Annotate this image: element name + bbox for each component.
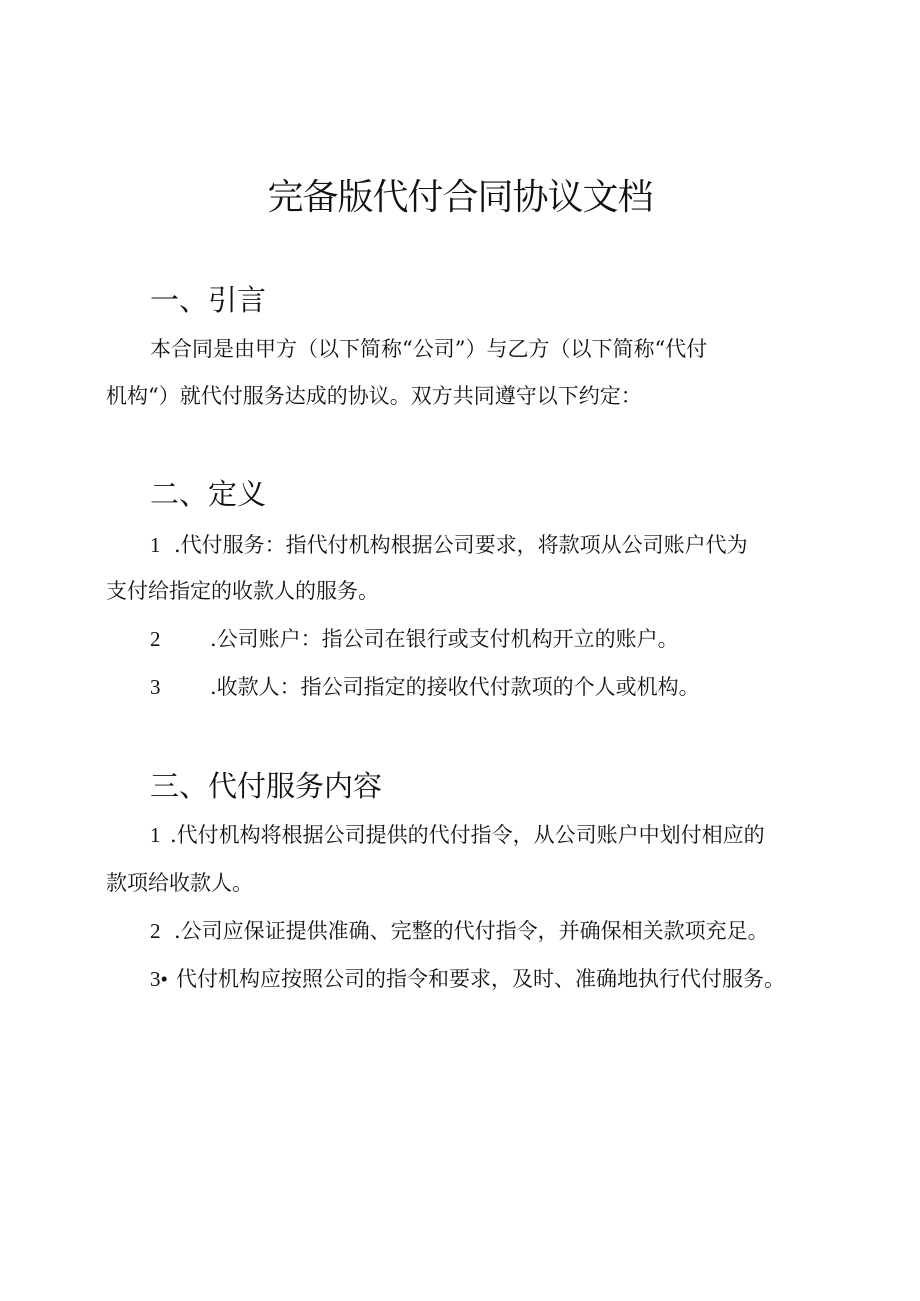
- definition-item-2-text: .公司账户：指公司在银行或支付机构开立的账户。: [210, 627, 679, 651]
- content-item-1: [150, 820, 765, 850]
- definition-item-1-continuation: 支付给指定的收款人的服务。: [106, 579, 379, 603]
- list-number: 2: [150, 919, 161, 943]
- document-title: 完备版代付合同协议文档: [267, 177, 653, 218]
- intro-paragraph-line-2: 机构“）就代付服务达成的协议。双方共同遵守以下约定：: [106, 384, 642, 408]
- definition-item-3: [150, 672, 700, 702]
- definition-item-3-text: .收款人：指公司指定的接收代付款项的个人或机构。: [210, 675, 700, 699]
- content-item-3: [150, 964, 785, 994]
- intro-paragraph-line-1: 本合同是由甲方（以下简称“公司”）与乙方（以下简称“代付: [150, 337, 708, 361]
- content-item-1-continuation: 款项给收款人。: [106, 871, 253, 895]
- section-heading-definitions: 二、定义: [150, 477, 267, 511]
- content-item-2: [150, 916, 769, 946]
- section-heading-intro: 一、引言: [150, 283, 267, 317]
- list-number: 3•: [150, 967, 168, 991]
- definition-item-1-text: .代付服务：指代付机构根据公司要求，将款项从公司账户代为: [174, 533, 748, 557]
- list-number: 3: [150, 675, 161, 699]
- list-number: 1: [150, 533, 161, 557]
- section-heading-content: 三、代付服务内容: [150, 769, 383, 803]
- content-item-2-text: .公司应保证提供准确、完整的代付指令，并确保相关款项充足。: [174, 919, 769, 943]
- content-item-1-text: .代付机构将根据公司提供的代付指令，从公司账户中划付相应的: [170, 823, 765, 847]
- content-item-3-text: 代付机构应按照公司的指令和要求，及时、准确地执行代付服务。: [176, 967, 785, 991]
- list-number: 1: [150, 823, 161, 847]
- definition-item-2: [150, 624, 679, 654]
- list-number: 2: [150, 627, 161, 651]
- definition-item-1: [150, 530, 748, 560]
